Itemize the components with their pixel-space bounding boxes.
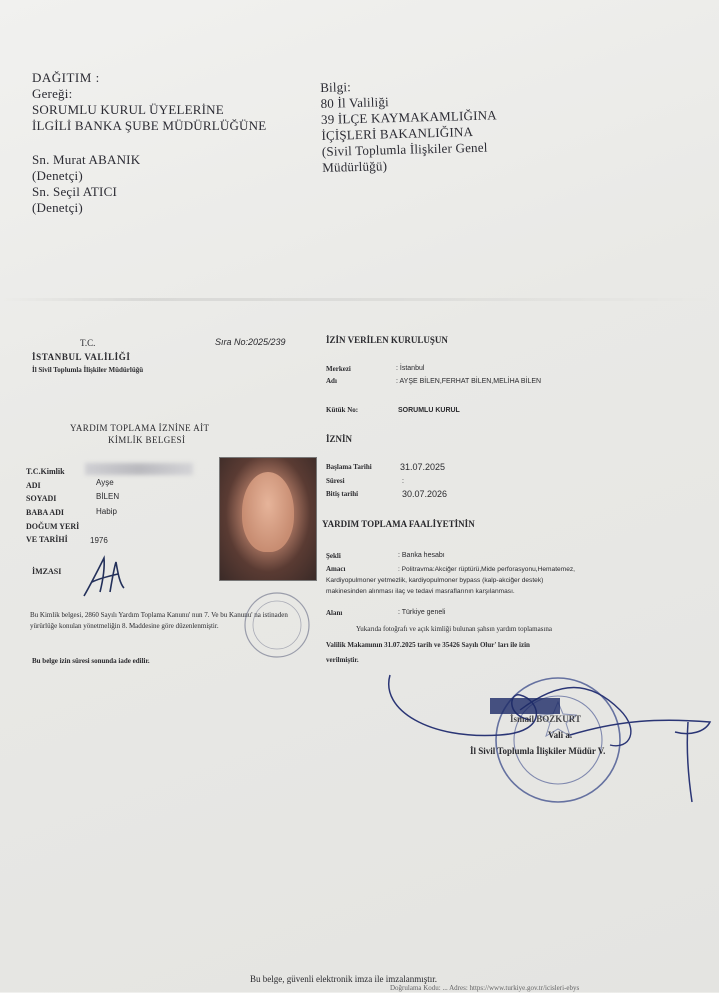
merkezi-value: : İstanbul — [396, 365, 425, 372]
kutuk-label: Kütük No: — [326, 406, 359, 414]
field-value: Ayşe — [96, 478, 114, 487]
person-line: Sn. Seçil ATICI — [32, 184, 117, 199]
official-signature — [370, 640, 715, 810]
bilgi-block — [320, 75, 498, 176]
amaci-continued: makinesinden alınması ilaç ve tedavi masraflarının karşılanması. — [326, 588, 515, 595]
merkezi-label: Merkezi — [326, 365, 351, 373]
faaliyet-heading: YARDIM TOPLAMA FAALİYETİNİN — [322, 519, 475, 529]
card-title-1: YARDIM TOPLAMA İZNİNE AİT — [70, 423, 210, 433]
footer-line-1: Bu belge, güvenli elektronik imza ile imzalanmıştır. — [250, 974, 437, 984]
field-value: Habip — [96, 507, 117, 516]
approval-line-1: Yukarıda fotoğrafı ve açık kimliği bulunan şahsın yardım toplamasına — [356, 625, 552, 633]
person-line: (Denetçi) — [32, 200, 83, 215]
header-mudurluk: İl Sivil Toplumla İlişkiler Müdürlüğü — [32, 366, 144, 374]
footer-line-2: Doğrulama Kodu: ... Adres: https://www.turkiye.gov.tr/icisleri-ebys — [390, 984, 580, 992]
signer-title-1: Vali a. — [548, 730, 573, 740]
bilgi-label: Bilgi: — [320, 79, 352, 95]
holder-signature — [78, 552, 138, 602]
sekli-value: : Banka hesabı — [398, 552, 445, 559]
kurulus-heading: İZİN VERİLEN KURULUŞUN — [326, 335, 448, 345]
bilgi-line: İÇİŞLERİ BAKANLIĞINA — [321, 124, 474, 143]
field-label: ADI — [26, 481, 41, 490]
bilgi-line: Müdürlüğü) — [322, 158, 388, 175]
geregi-line: İLGİLİ BANKA ŞUBE MÜDÜRLÜĞÜNE — [32, 118, 267, 133]
person-line: Sn. Murat ABANIK — [32, 152, 141, 167]
approval-line-2: Valilik Makamının 31.07.2025 tarih ve 35426 Sayılı Olur' ları ile izin — [326, 641, 530, 649]
footnote-bold: Bu belge izin süresi sonunda iade edilir. — [32, 657, 150, 665]
id-photo — [219, 457, 317, 581]
fold-crease — [0, 298, 719, 301]
baslama-value: 31.07.2025 — [400, 462, 446, 472]
bilgi-line: (Sivil Toplumla İlişkiler Genel — [321, 139, 488, 159]
bilgi-line: 39 İLÇE KAYMAKAMLIĞINA — [320, 107, 497, 127]
amaci-value: : Politravma:Akciğer rüptürü,Mide perforasyonu,Hematemez, — [398, 566, 576, 573]
redaction-blur — [85, 463, 193, 475]
kutuk-value: SORUMLU KURUL — [398, 407, 460, 414]
baslama-label: Başlama Tarihi — [326, 463, 372, 471]
bitis-label: Bitiş tarihi — [326, 490, 359, 498]
header-tc: T.C. — [80, 338, 96, 348]
footnote-text: Bu Kimlik belgesi, 2860 Sayılı Yardım Toplama Kanunu' nun 7. Ve bu Kanunu' na istinaden yürürlüğe konulan yönetmeliğin 8. Maddesine göre düzenlenmiştir. — [30, 611, 288, 630]
field-label: SOYADI — [26, 494, 57, 503]
alani-label: Alanı — [326, 609, 343, 617]
photo-face — [242, 472, 294, 552]
amaci-continued: Kardiyopulmoner yetmezlik, kardiyopulmoner bypass (kalp-akciğer destek) — [326, 577, 544, 584]
approval-line-3: verilmiştir. — [326, 656, 359, 664]
card-title-2: KİMLİK BELGESİ — [108, 435, 186, 445]
distribution-block — [32, 70, 266, 216]
bitis-value: 30.07.2026 — [402, 489, 448, 499]
amaci-label: Amacı — [326, 565, 346, 573]
left-seal-stamp — [232, 590, 332, 660]
adi-label: Adı — [326, 377, 337, 385]
suresi-label: Süresi — [326, 477, 345, 485]
alani-value: : Türkiye geneli — [398, 609, 446, 616]
geregi-label: Gereği: — [32, 86, 73, 101]
header-valilik: İSTANBUL VALİLİĞİ — [32, 352, 131, 362]
field-value: BİLEN — [96, 492, 120, 501]
geregi-line: SORUMLU KURUL ÜYELERİNE — [32, 102, 224, 117]
sekli-label: Şekli — [326, 552, 341, 560]
field-label: BABA ADI — [26, 508, 65, 517]
signer-title-2: İl Sivil Toplumla İlişkiler Müdür V. — [470, 746, 606, 756]
adi-value: : AYŞE BİLEN,FERHAT BİLEN,MELİHA BİLEN — [396, 378, 542, 385]
izin-heading: İZNİN — [326, 434, 353, 444]
field-label: VE TARİHİ — [26, 535, 68, 544]
suresi-value: : — [402, 478, 404, 485]
distribution-heading: DAĞITIM : — [32, 70, 100, 85]
field-label: DOĞUM YERİ — [26, 522, 80, 531]
person-line: (Denetçi) — [32, 168, 83, 183]
sira-no: Sıra No:2025/239 — [215, 337, 286, 347]
bilgi-line: 80 İl Valiliği — [320, 94, 390, 111]
field-value: 1976 — [90, 536, 108, 545]
signer-name: İsmail BOZKURT — [510, 714, 581, 724]
tc-label: T.C.Kimlik — [26, 467, 65, 476]
imza-label: İMZASI — [32, 567, 62, 576]
